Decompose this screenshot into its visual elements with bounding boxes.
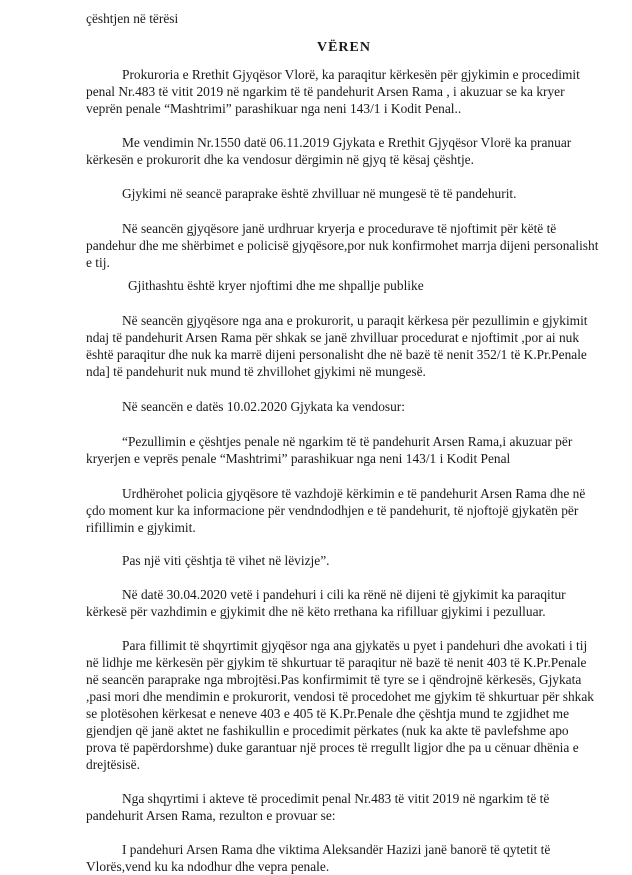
paragraph-notification: Në seancën gjyqësore janë urdhruar kryerja e procedurave të njoftimit për këtë të pandehur dhe me shërbimet e policisë gjyqësore,por nuk konfirmohet marrja dijeni personalisht e tij. <box>86 221 599 270</box>
paragraph-preliminary-hearing: Gjykimi në seancë paraprake është zhvilluar në mungesë të të pandehurit. <box>122 186 517 201</box>
paragraph-decision-1550: Me vendimin Nr.1550 datë 06.11.2019 Gjykata e Rrethit Gjyqësor Vlorë ka pranuar kërkesën e prokurorit dhe ka vendosur dërgimin në gjyq të kësaj çështje. <box>86 135 572 167</box>
quote-police-order: Urdhërohet policia gjyqësore të vazhdojë kërkimin e të pandehurit Arsen Rama dhe në çdo moment kur ka informacione për vendndodhjen e të pandehurit, të njoftojë gjykatën për rifillimin e gjykimit. <box>86 486 586 535</box>
paragraph-resumption: Në datë 30.04.2020 vetë i pandehuri i cili ka rënë në dijeni të gjykimit ka paraqitur kërkesë për vazhdimin e gjykimit dhe në këto rrethana ka rifilluar gjykimi i pezulluar. <box>86 587 566 619</box>
paragraph-public-notice: Gjithashtu është kryer njoftimi dhe me shpallje publike <box>128 278 424 293</box>
paragraph-residents: I pandehuri Arsen Rama dhe viktima Aleksandër Hazizi janë banorë të qytetit të Vlorës,vend ku ka ndodhur dhe vepra penale. <box>86 842 551 874</box>
continuation-line: çështjen në tërësi <box>86 11 179 26</box>
paragraph-request: Prokuroria e Rrethit Gjyqësor Vlorë, ka paraqitur kërkesën për gjykimin e procedimit penal Nr.483 të vitit 2019 në ngarkim të të pandehurit Arsen Rama , i akuzuar se ka kryer veprën penale “Mashtrimi” parashikuar nga neni 143/1 i Kodit Penal.. <box>86 67 580 116</box>
section-title: VËREN <box>316 40 371 55</box>
paragraph-review-acts: Nga shqyrtimi i akteve të procedimit penal Nr.483 të vitit 2019 në ngarkim të të pandehurit Arsen Rama, rezulton e provuar se: <box>86 791 550 823</box>
paragraph-suspension-request: Në seancën gjyqësore nga ana e prokurorit, u paraqit kërkesa për pezullimin e gjykimit ndaj të pandehurit Arsen Rama për shkak se janë zhvilluar procedurat e njoftimit ,por ai nuk është paraqitur dhe nuk ka marrë dijeni personalisht dhe në bazë të nenit 352/1 të K.Pr.Penale nda] të pandehurit nuk mund të zhvillohet gjykimi në mungesë. <box>86 313 588 379</box>
paragraph-short-trial: Para fillimit të shqyrtimit gjyqësor nga ana gjykatës u pyet i pandehuri dhe avokati i tij në lidhje me kërkesën për gjykim të shkurtuar të paraqitur në bazë të nenit 403 të K.Pr.Penale në seancën paraprake nga mbrojtësi.Pas konfirmimit të tyre se i qëndrojnë kërkesës, Gjykata ,pasi mori dhe mendimin e prokurorit, vendosi të procedohet me gjykim të shkurtuar për shkak se plotësohen kërkesat e neneve 403 e 405 të K.Pr.Penale dhe çështja mund te zgjidhet me gjendjen që janë aktet ne fashikullin e procedimit përkates (nuk ka akte të pavlefshme apo prova të papërdorshme) duke garantuar një proces të rregullt ligjor dhe pa u cënuar dhënia e drejtësisë. <box>86 638 594 772</box>
paragraph-hearing-date: Në seancën e datës 10.02.2020 Gjykata ka vendosur: <box>122 399 405 414</box>
quote-after-one-year: Pas një viti çështja të vihet në lëvizje”. <box>122 553 330 568</box>
quote-suspension: “Pezullimin e çështjes penale në ngarkim të të pandehurit Arsen Rama,i akuzuar për kryerjen e veprës penale “Mashtrimi” parashikuar nga neni 143/1 i Kodit Penal <box>86 434 573 466</box>
